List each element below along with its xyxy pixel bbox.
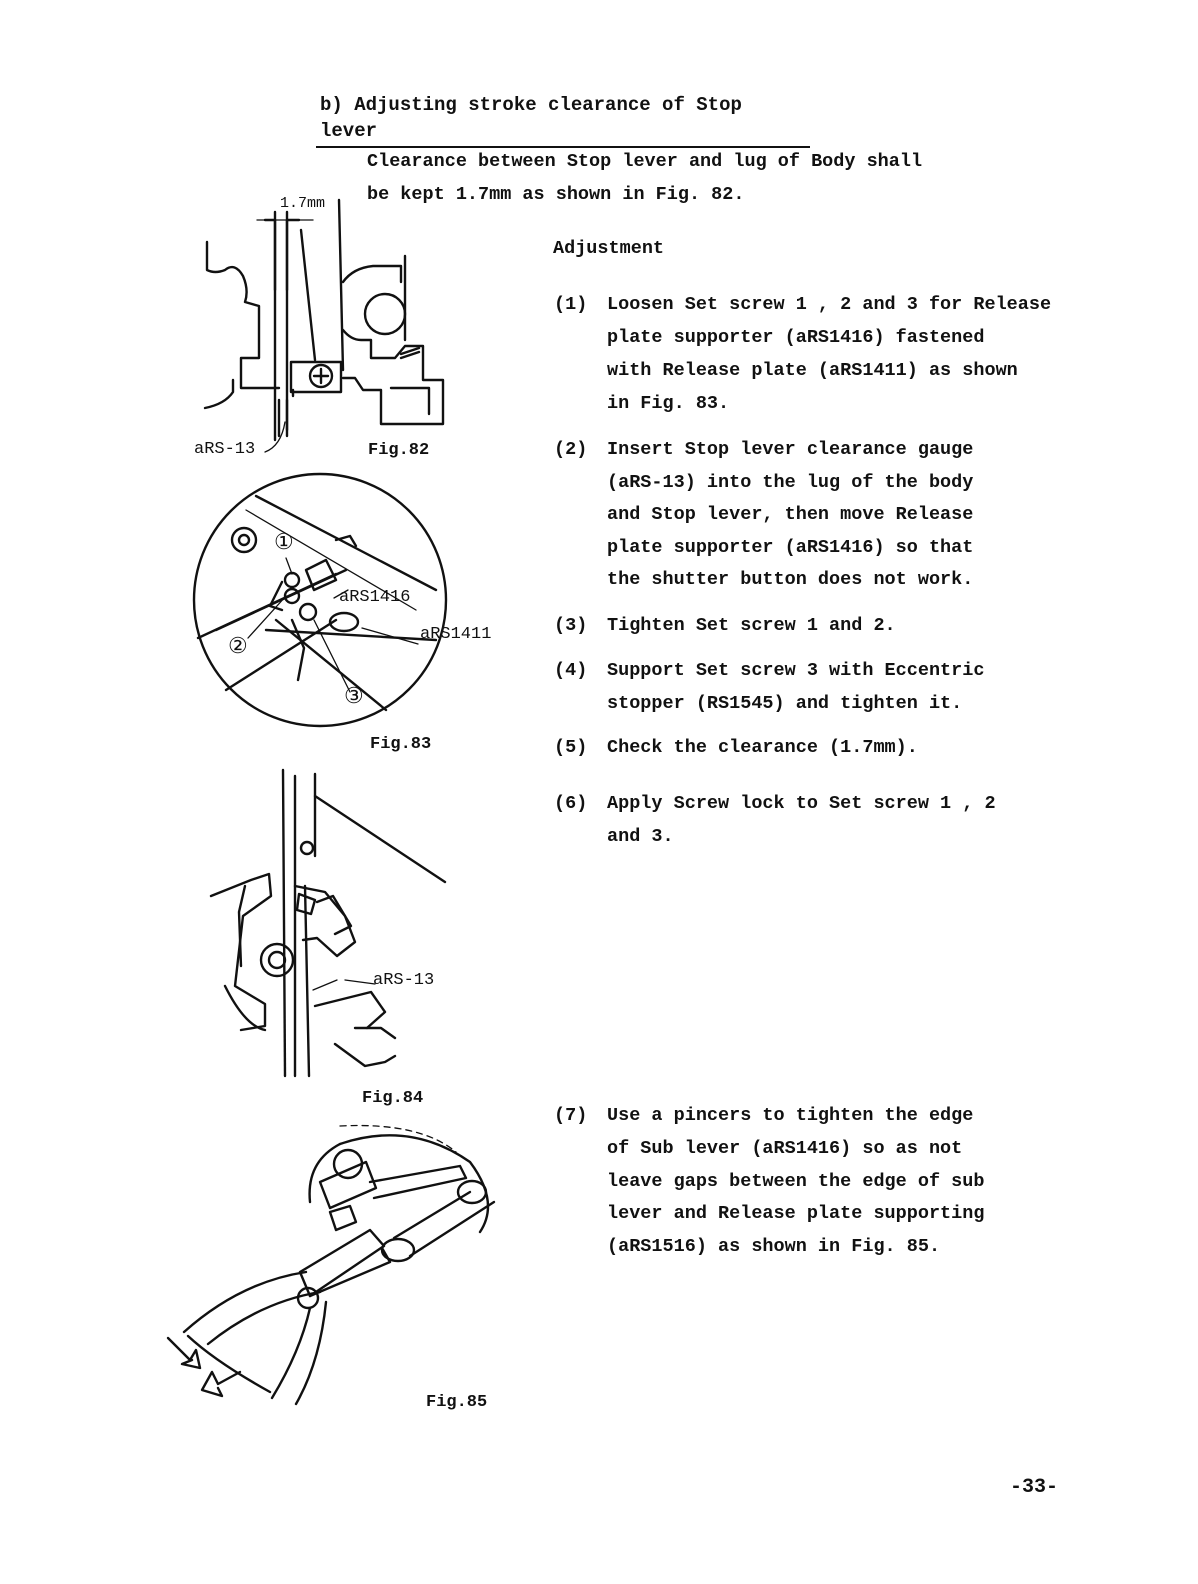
step-7-line-3: leave gaps between the edge of sub bbox=[607, 1171, 985, 1192]
step-5-line-1: Check the clearance (1.7mm). bbox=[607, 737, 918, 758]
step-2-line-4: plate supporter (aRS1416) so that bbox=[607, 537, 974, 558]
adjustment-title: Adjustment bbox=[553, 238, 665, 259]
intro-line-1: Clearance between Stop lever and lug of Body shall bbox=[367, 151, 923, 172]
fig83-label-release-plate: aRS1411 bbox=[420, 625, 492, 644]
fig82-gauge-label: aRS-13 bbox=[194, 440, 256, 459]
fig84-caption: Fig.84 bbox=[362, 1089, 424, 1108]
fig85-caption: Fig.85 bbox=[426, 1393, 488, 1412]
fig82-caption: Fig.82 bbox=[368, 441, 430, 460]
step-2-number: (2) bbox=[554, 439, 588, 460]
fig83-label-plate-supporter: aRS1416 bbox=[339, 588, 411, 607]
step-2-line-1: Insert Stop lever clearance gauge bbox=[607, 439, 974, 460]
step-7-line-4: lever and Release plate supporting bbox=[607, 1203, 985, 1224]
fig83-caption: Fig.83 bbox=[370, 735, 432, 754]
step-7-line-2: of Sub lever (aRS1416) so as not bbox=[607, 1138, 963, 1159]
step-5-number: (5) bbox=[554, 737, 588, 758]
step-1-line-3: with Release plate (aRS1411) as shown bbox=[607, 360, 1018, 381]
fig83-marker-2: ② bbox=[228, 635, 248, 660]
step-4-line-1: Support Set screw 3 with Eccentric bbox=[607, 660, 985, 681]
step-2-line-3: and Stop lever, then move Release bbox=[607, 504, 974, 525]
step-6-number: (6) bbox=[554, 793, 588, 814]
step-3-line-1: Tighten Set screw 1 and 2. bbox=[607, 615, 896, 636]
step-4-number: (4) bbox=[554, 660, 588, 681]
step-1-line-4: in Fig. 83. bbox=[607, 393, 730, 414]
step-7-number: (7) bbox=[554, 1105, 588, 1126]
section-heading: b) Adjusting stroke clearance of Stop lever bbox=[316, 92, 810, 148]
fig83-diagram bbox=[186, 470, 456, 730]
fig83-marker-1: ① bbox=[274, 531, 294, 556]
step-7-line-5: (aRS1516) as shown in Fig. 85. bbox=[607, 1236, 941, 1257]
step-1-number: (1) bbox=[554, 294, 588, 315]
fig83-marker-3: ③ bbox=[344, 685, 364, 710]
step-7-line-1: Use a pincers to tighten the edge bbox=[607, 1105, 974, 1126]
step-2-line-5: the shutter button does not work. bbox=[607, 569, 974, 590]
fig82-dimension-label: 1.7mm bbox=[280, 195, 326, 212]
fig82-diagram bbox=[195, 190, 455, 450]
step-4-line-2: stopper (RS1545) and tighten it. bbox=[607, 693, 963, 714]
step-2-line-2: (aRS-13) into the lug of the body bbox=[607, 472, 974, 493]
step-1-line-2: plate supporter (aRS1416) fastened bbox=[607, 327, 985, 348]
fig84-diagram bbox=[205, 766, 465, 1086]
fig84-gauge-label: aRS-13 bbox=[373, 971, 435, 990]
step-6-line-1: Apply Screw lock to Set screw 1 , 2 bbox=[607, 793, 996, 814]
step-3-number: (3) bbox=[554, 615, 588, 636]
step-1-line-1: Loosen Set screw 1 , 2 and 3 for Release bbox=[607, 294, 1052, 315]
step-6-line-2: and 3. bbox=[607, 826, 674, 847]
fig85-diagram bbox=[160, 1122, 500, 1412]
page-number: -33- bbox=[1009, 1476, 1058, 1499]
intro-line-2: be kept 1.7mm as shown in Fig. 82. bbox=[367, 184, 745, 205]
